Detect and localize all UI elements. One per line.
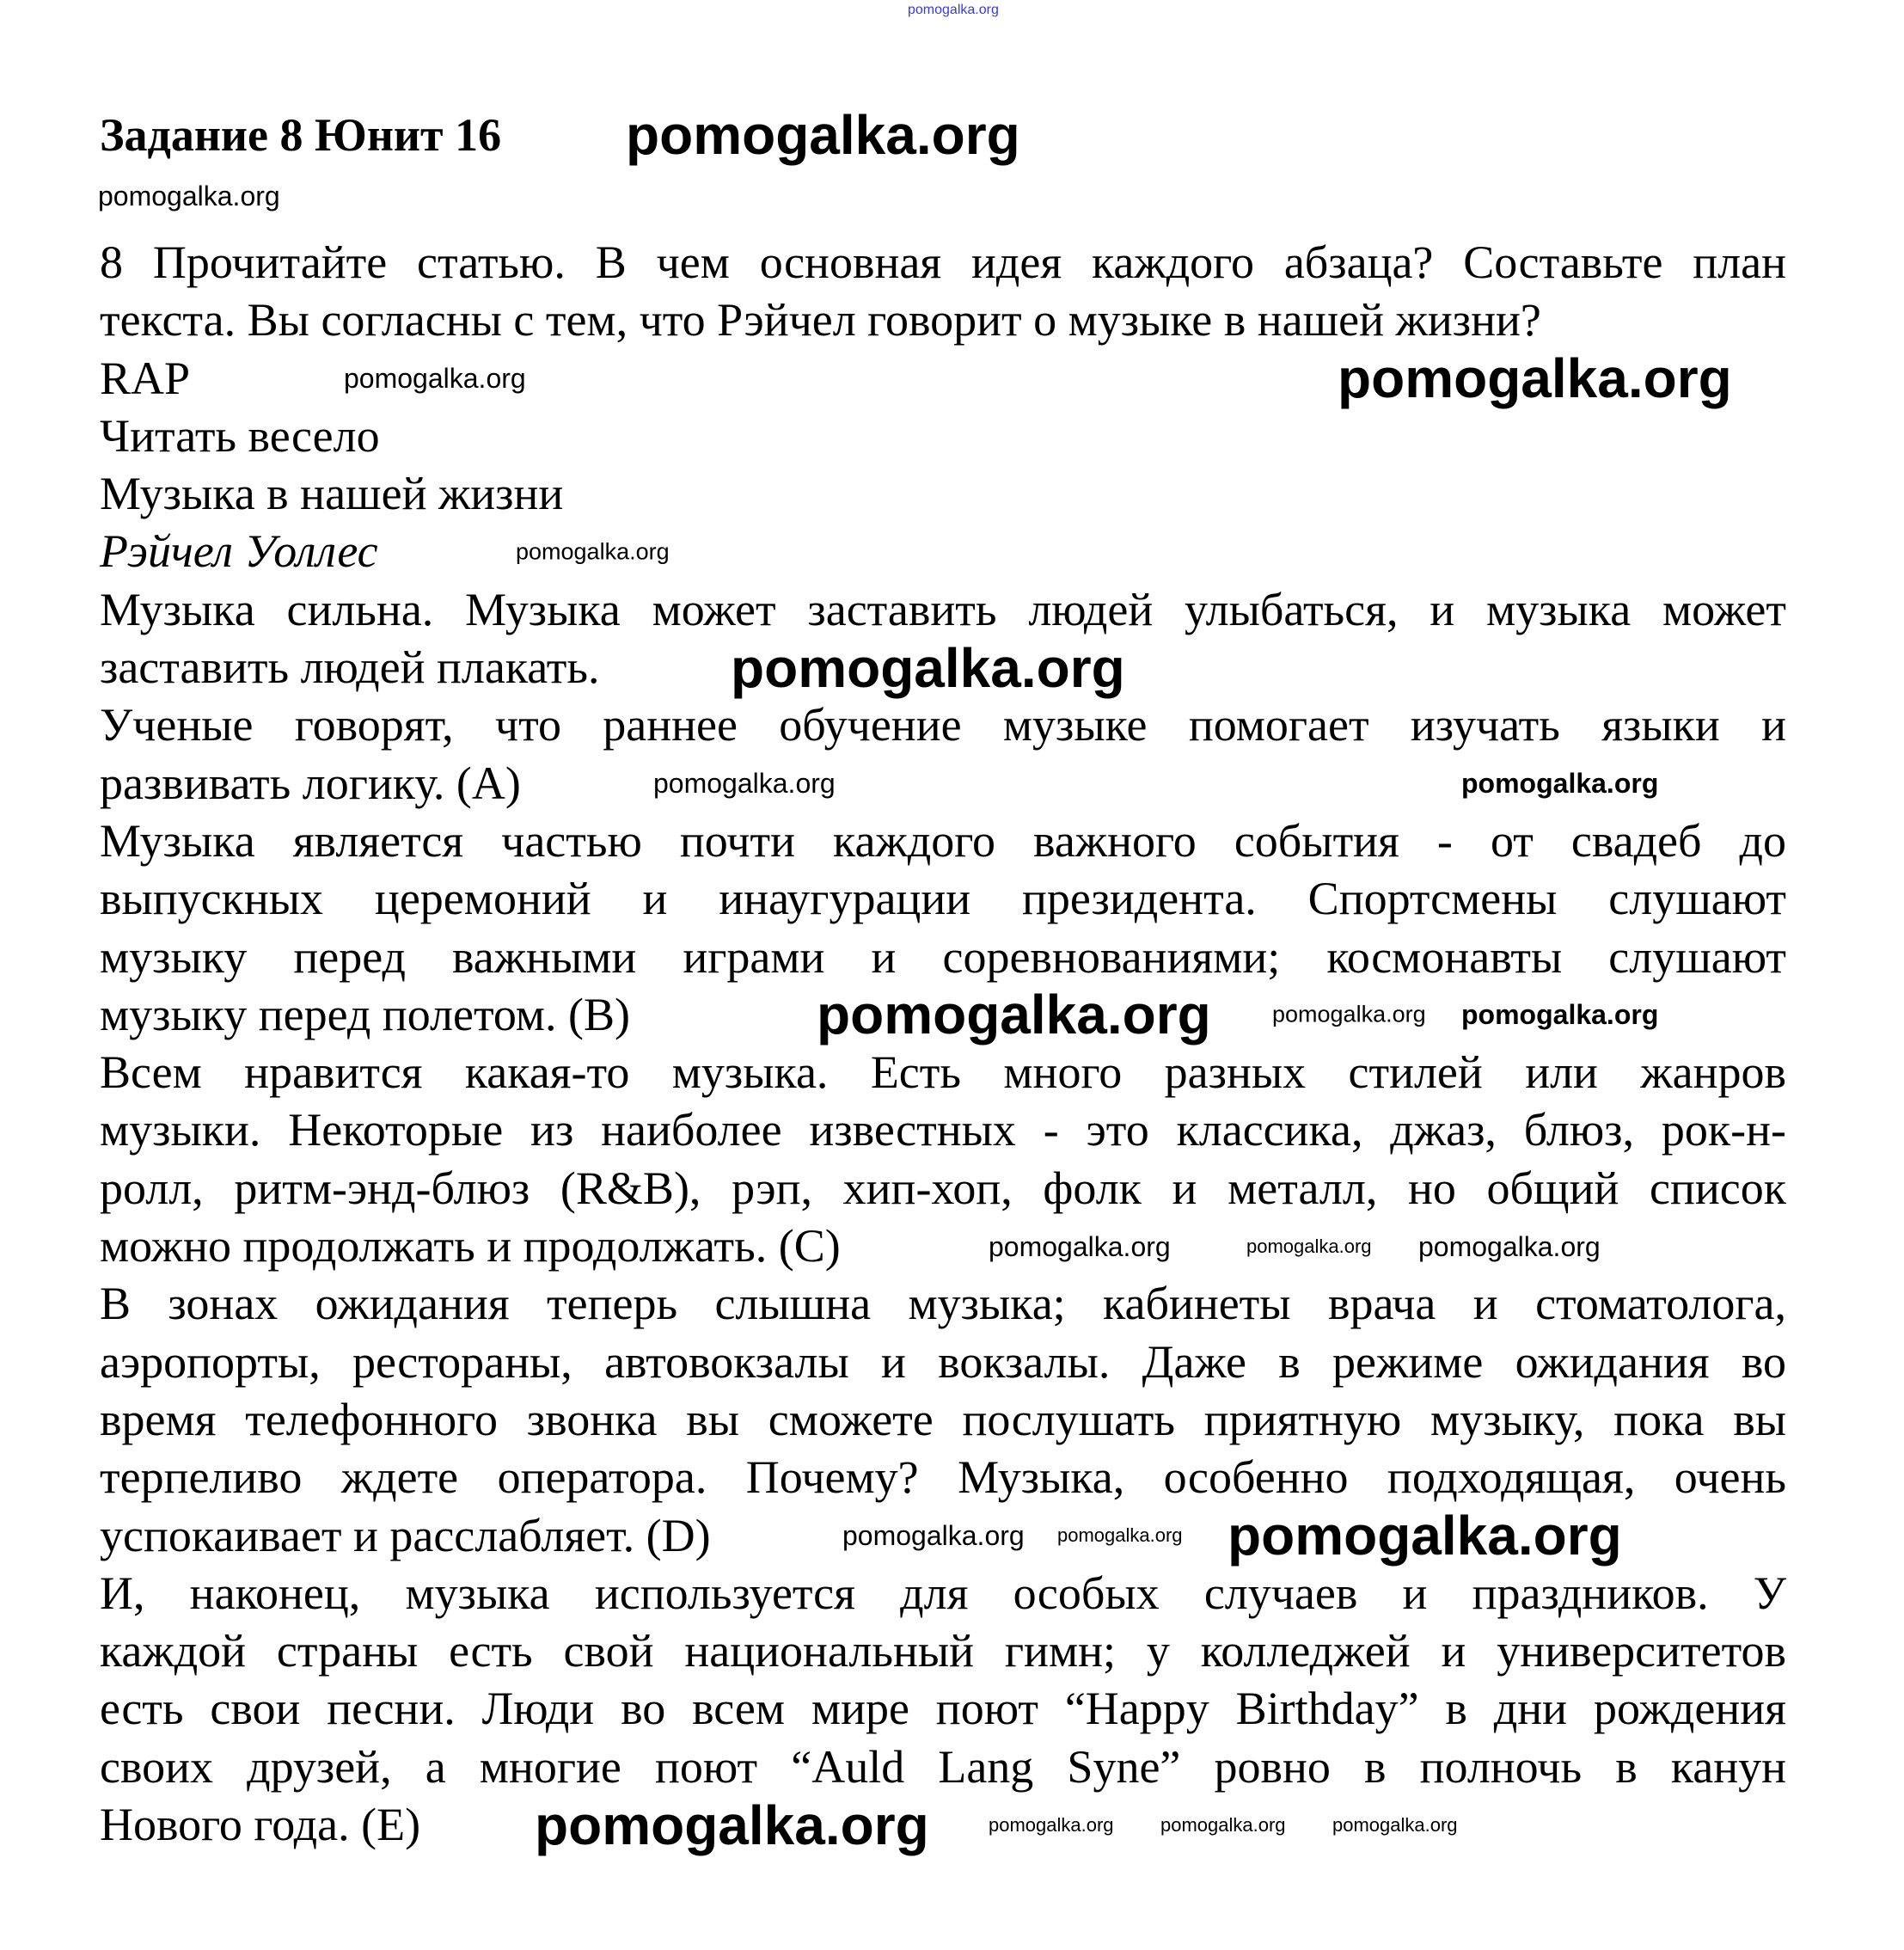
text-line: своих друзей, а многие поют “Auld Lang Syne” ровно в полночь в канун (100, 1740, 1786, 1793)
text-line: терпеливо ждете оператора. Почему? Музыка, особенно подходящая, очень (100, 1451, 1786, 1504)
text-line: развивать логику. (A) (100, 757, 521, 809)
text-line: Читать весело (100, 409, 380, 462)
watermark: pomogalka.org (989, 1814, 1114, 1836)
watermark: pomogalka.org (908, 3, 999, 17)
text-line: Музыка является частью почти каждого важного события - от свадеб до (100, 814, 1786, 867)
watermark: pomogalka.org (1461, 999, 1659, 1030)
text-line: Ученые говорят, что раннее обучение музыке помогает изучать языки и (100, 699, 1786, 751)
watermark: pomogalka.org (1272, 1001, 1426, 1027)
text-line: заставить людей плакать. (100, 641, 600, 694)
text-line: Музыка сильна. Музыка может заставить людей улыбаться, и музыка может (100, 583, 1786, 635)
text-line: 8 Прочитайте статью. В чем основная идея каждого абзаца? Составьте план (100, 236, 1786, 288)
text-line: можно продолжать и продолжать. (C) (100, 1220, 841, 1272)
watermark: pomogalka.org (1057, 1524, 1183, 1546)
watermark: pomogalka.org (98, 181, 280, 212)
text-line: И, наконец, музыка используется для особых случаев и праздников. У (100, 1567, 1786, 1619)
watermark: pomogalka.org (653, 768, 836, 799)
watermark: pomogalka.org (535, 1794, 929, 1856)
watermark: pomogalka.org (1418, 1231, 1601, 1262)
text-line: выпускных церемоний и инаугурации президента. Спортсмены слушают (100, 873, 1786, 925)
watermark: pomogalka.org (731, 637, 1125, 699)
text-line: успокаивает и расслабляет. (D) (100, 1509, 711, 1561)
page-title: Задание 8 Юнит 16 (100, 109, 502, 161)
text-line: время телефонного звонка вы сможете послушать приятную музыку, пока вы (100, 1393, 1786, 1445)
watermark: pomogalka.org (1332, 1814, 1458, 1836)
watermark: pomogalka.org (516, 538, 670, 565)
text-line: Рэйчел Уоллес (100, 525, 378, 578)
text-line: музыки. Некоторые из наиболее известных - это классика, джаз, блюз, рок-н- (100, 1104, 1786, 1156)
watermark: pomogalka.org (842, 1520, 1025, 1551)
watermark: pomogalka.org (344, 363, 526, 394)
text-line: аэропорты, рестораны, автовокзалы и вокзалы. Даже в режиме ожидания во (100, 1335, 1786, 1388)
text-line: В зонах ожидания теперь слышна музыка; кабинеты врача и стоматолога, (100, 1278, 1786, 1330)
text-line: ролл, ритм-энд-блюз (R&B), рэп, хип-хоп, фолк и металл, но общий список (100, 1162, 1786, 1214)
text-line: музыку перед важными играми и соревнованиями; космонавты слушают (100, 930, 1786, 983)
watermark: pomogalka.org (1338, 347, 1732, 409)
text-line: музыку перед полетом. (B) (100, 988, 630, 1040)
watermark: pomogalka.org (817, 984, 1211, 1046)
watermark: pomogalka.org (626, 104, 1020, 166)
text-line: RAP (100, 352, 191, 404)
text-line: Всем нравится какая-то музыка. Есть много разных стилей или жанров (100, 1046, 1786, 1099)
text-line: Нового года. (E) (100, 1799, 421, 1851)
watermark: pomogalka.org (989, 1231, 1171, 1262)
text-line: каждой страны есть свой национальный гимн; у колледжей и университетов (100, 1625, 1786, 1677)
watermark: pomogalka.org (1227, 1505, 1622, 1567)
text-line: есть свои песни. Люди во всем мире поют “Happy Birthday” в дни рождения (100, 1683, 1786, 1735)
text-line: текста. Вы согласны с тем, что Рэйчел говорит о музыке в нашей жизни? (100, 294, 1541, 346)
watermark: pomogalka.org (1246, 1236, 1372, 1257)
watermark: pomogalka.org (1461, 768, 1659, 799)
watermark: pomogalka.org (1160, 1814, 1286, 1836)
text-line: Музыка в нашей жизни (100, 468, 564, 520)
